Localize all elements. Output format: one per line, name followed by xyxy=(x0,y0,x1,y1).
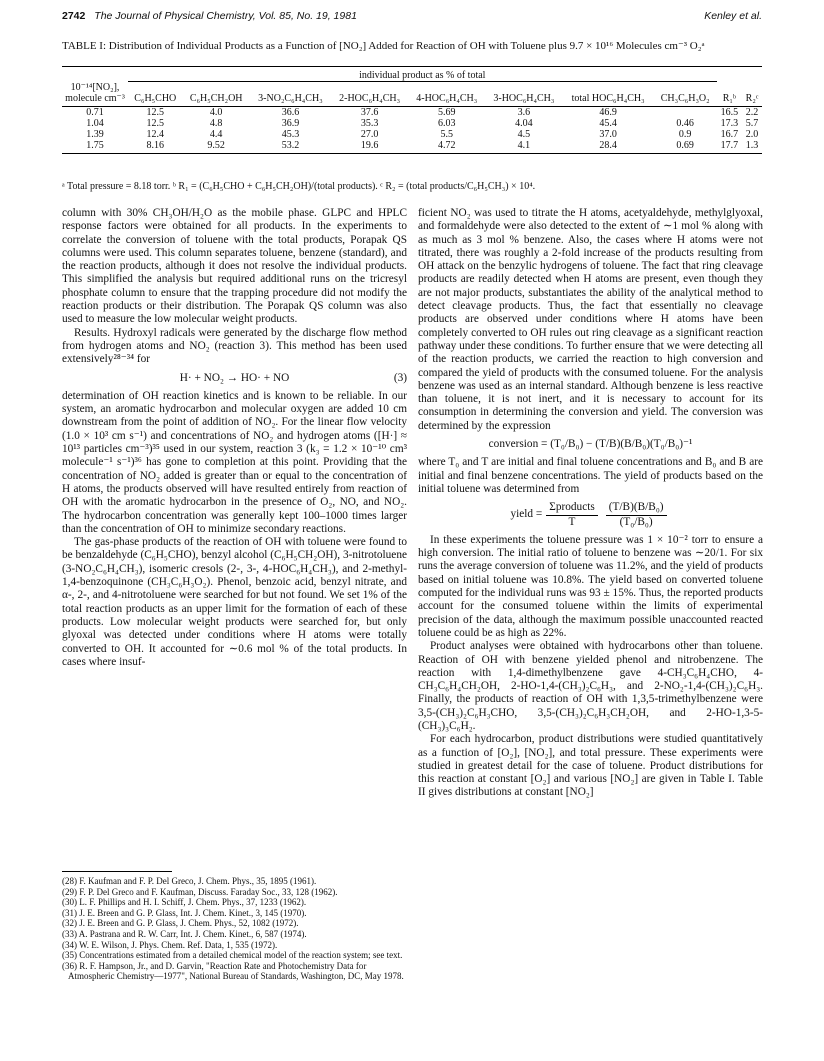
table-cell: 5.69 xyxy=(438,106,456,118)
table-cell: 19.6 xyxy=(360,139,379,151)
equation-text: H· + NO₂ → HO· + NO xyxy=(179,371,290,384)
table-cell: 2.2 xyxy=(745,106,759,118)
table-row xyxy=(62,118,762,129)
table-cell: 27.0 xyxy=(360,128,379,140)
table-cell: 0.69 xyxy=(676,139,694,151)
table-cell: 5.5 xyxy=(440,128,454,140)
fraction xyxy=(606,501,667,529)
table-cell: 12.5 xyxy=(146,106,165,118)
table-cell xyxy=(654,106,717,118)
conversion-equation: conversion = (T₀/B₀) − (T/B)(B/B₀)(T₀/B₀)⁻¹ xyxy=(488,438,693,451)
table-cell: 46.9 xyxy=(599,106,617,118)
table-cell: 5.7 xyxy=(745,117,759,129)
table-cell: 1.3 xyxy=(745,139,759,151)
page-number: 2742 xyxy=(62,10,86,22)
left-column xyxy=(62,207,407,669)
table-cell: 9.52 xyxy=(207,139,225,151)
table-cell: 6.03 xyxy=(438,117,456,129)
table-cell: 28.4 xyxy=(599,139,617,151)
yield-equation xyxy=(418,501,763,529)
table-footnote: ᵃ Total pressure = 8.18 torr. ᵇ R₁ = (C₆H₅CHO + C₆H₅CH₂OH)/(total products). ᶜ R₂ = (total products/C₆H₅CH₃) × 10⁴. xyxy=(62,181,536,192)
table-cell: 4.5 xyxy=(517,128,531,140)
table-cell: 8.16 xyxy=(146,139,165,151)
divider xyxy=(62,871,172,872)
table-row xyxy=(62,129,762,140)
equation-3 xyxy=(62,372,407,385)
table-cell: 37.6 xyxy=(360,106,379,118)
table-cell: 0.9 xyxy=(678,128,692,140)
reference: (33) A. Pastrana and R. W. Carr, Int. J. Chem. Kinet., 6, 587 (1974). xyxy=(62,928,307,939)
table-caption: TABLE I: Distribution of Individual Products as a Function of [NO₂] Added for Reaction of OH with Toluene plus 9.7 × 10¹⁶ Molecules cm⁻³ O₂ᵃ xyxy=(62,40,705,52)
column-header: 3-NO₂C₆H₄CH₃ xyxy=(258,92,323,104)
table-row xyxy=(62,140,762,151)
table-cell: 4.04 xyxy=(515,117,533,129)
column-header: 4-HOC₆H₄CH₃ xyxy=(416,92,478,104)
paragraph: column with 30% CH₃OH/H₂O as the mobile phase. GLPC and HPLC response factors were obtained for all products. In the experiments to correlate the conversion of toluene with the total products, Porapak QS columns were used. This column separates toluene, benzene (standard), and the reaction products, although it does not resolve the individual products. This simplified the analysis but required additional runs on the tricresyl phosphate column to ensure that the trapping procedure did not modify the reaction products or their distribution. The Porapak QS column was also used to measure the low molecular weight products. xyxy=(62,207,407,326)
reference: (30) L. F. Phillips and H. I. Schiff, J. Chem. Phys., 37, 1233 (1962). xyxy=(62,897,307,908)
running-header xyxy=(62,10,762,28)
reference: (32) J. E. Breen and G. P. Glass, J. Chem. Phys., 52, 1082 (1972). xyxy=(62,918,299,929)
table-cell: 35.3 xyxy=(360,117,379,129)
table-cell: 4.8 xyxy=(209,117,223,129)
table-cell: 4.1 xyxy=(517,139,531,151)
data-table xyxy=(62,66,762,154)
reference: (36) R. F. Hampson, Jr., and D. Garvin, "Reaction Rate and Photochemistry Data for Atmospheric Chemistry—1977", National Bureau of Standards, Washington, DC, May 1978. xyxy=(62,960,404,982)
table-row xyxy=(62,106,762,118)
column-header: C₆H₅CHO xyxy=(134,92,177,104)
table-cell: 4.72 xyxy=(438,139,456,151)
right-column xyxy=(418,207,763,800)
paragraph: determination of OH reaction kinetics and is known to be reliable. In our system, an aromatic hydrocarbon and molecular oxygen are added 10 cm downstream from the point of addition of NO₂. For the linear flow velocity (1.0 × 10³ cm s⁻¹) and concentrations of NO₂ and hydrogen atoms ([H·] ≈ 10¹³ particles cm⁻³)³⁵ used in our system, reaction 3 (k₃ = 1.2 × 10⁻¹⁰ cm³ molecule⁻¹ s⁻¹)³⁶ has gone to completion at this point. Providing that the concentration of NO₂ added is greater than or equal to the concentration of H atoms, the products observed will have resulted entirely from reaction of OH with the aromatic hydrocarbon in the presence of O₂, NO, and NO₂. The hydrocarbon concentration was generally kept 100–1000 times larger than the concentration of OH to minimize secondary reactions. xyxy=(62,389,407,535)
table-cell: 12.5 xyxy=(146,117,165,129)
header-row xyxy=(62,82,762,104)
references xyxy=(62,871,407,982)
numerator: Σproducts xyxy=(546,501,597,515)
table-cell: 0.46 xyxy=(676,117,694,129)
paragraph: Results. Hydroxyl radicals were generated by the discharge flow method from hydrogen atoms and NO₂ (reaction 3). This method has been used extensively²⁸⁻³⁴ for xyxy=(62,326,407,366)
table-cell: 3.6 xyxy=(517,106,531,118)
table-cell: 16.5 xyxy=(720,106,739,118)
table-cell: 2.0 xyxy=(745,128,759,140)
table-cell: 4.4 xyxy=(209,128,223,140)
paragraph: ficient NO₂ was used to titrate the H atoms, acetyaldehyde, methylglyoxal, and formaldehyde were also detected to the extent of ∼1 mol % along with as much as 3 mol % benzene. Also, the cases where H atoms were not titrated, there was roughly a 2-fold increase of the products resulting from OH attack on the benzylic hydrogens of toluene. The fact that ring cleavage products are readily detected when H atoms are present, even though they are not major products, substantiates the ability of the analytical method to detect cleavage products. Thus, the fact that essentially no cleavage products are observed under conditions where H atoms have been completely converted to OH rules out ring cleavage as a significant reaction pathway under these conditions. To further ensure that we were detecting all of the reaction products, we carried the reaction to high conversion and compared the yield of products with the consumed toluene. For the analysis benzene was used as an internal standard. Although benzene is less reactive than toluene, it is not inert, and it is necessary to account for its consumption in determining the conversion and yield. The conversion was determined by the expression xyxy=(418,207,763,432)
reference: (31) J. E. Breen and G. P. Glass, Int. J. Chem. Kinet., 3, 145 (1970). xyxy=(62,907,307,918)
reference: (28) F. Kaufman and F. P. Del Greco, J. Chem. Phys., 35, 1895 (1961). xyxy=(62,876,317,886)
paragraph: The gas-phase products of the reaction of OH with toluene were found to be benzaldehyde (C₆H₅CHO), benzyl alcohol (C₆H₅CH₂OH), 3-nitrotoluene (3-NO₂C₆H₄CH₃), isomeric cresols (2-, 3-, 4-HOC₆H₄CH₃), and 2-methyl-1,4-benzoquinone (CH₃C₆H₃O₂). Phenol, benzoic acid, benzyl nitrate, and α-, 2-, and 4-nitrotoluene were searched for but not found. We set 1% of the total reaction products as an upper limit for the formation of each of these products. Low molecular weight products were searched for, but only glyoxal was detected under conditions where H atoms were totally converted to OH. It accounted for ∼0.6 mol % of the total products. In cases where insuf- xyxy=(62,536,407,668)
table-cell: 1.75 xyxy=(86,139,104,151)
table-cell: 17.3 xyxy=(720,117,739,129)
denominator: (T₀/B₀) xyxy=(619,515,653,528)
reference: (29) F. P. Del Greco and F. Kaufman, Discuss. Faraday Soc., 33, 128 (1962). xyxy=(62,886,338,897)
denominator: T xyxy=(568,515,576,528)
column-header: 10⁻¹⁴[NO₂], molecule cm⁻³ xyxy=(65,81,125,104)
column-header: total HOC₆H₄CH₃ xyxy=(571,92,645,104)
table-cell: 53.2 xyxy=(281,139,300,151)
column-header: C₆H₅CH₂OH xyxy=(189,92,243,104)
paragraph: In these experiments the toluene pressure was 1 × 10⁻² torr to ensure a high conversion. The initial ratio of toluene to benzene was ∼20/1. For six runs the average conversion of toluene was 11.2%, and the yield of products based on initial toluene was 10.8%. The yield based on converted toluene computed for the individual runs was 93 ± 15%. Thus, the reported products account for the consumed toluene within the limits of experimental precision of the data, although the maximum possible unaccounted reacted toluene could be as high as 22%. xyxy=(418,533,763,639)
authors: Kenley et al. xyxy=(704,10,762,22)
equation-number: (3) xyxy=(393,371,407,384)
table-cell: 45.4 xyxy=(599,117,617,129)
column-header: R₁ᵇ xyxy=(722,92,736,104)
table-cell: 4.0 xyxy=(209,106,223,118)
table-cell: 45.3 xyxy=(281,128,300,140)
numerator: (T/B)(B/B₀) xyxy=(606,501,667,515)
table-cell: 1.04 xyxy=(86,117,104,129)
table-cell: 12.4 xyxy=(146,128,165,140)
reference: (35) Concentrations estimated from a detailed chemical model of the reaction system; see text. xyxy=(62,950,403,961)
table-cell: 36.9 xyxy=(281,117,300,129)
table-cell: 0.71 xyxy=(86,106,104,118)
table-cell: 1.39 xyxy=(86,128,104,140)
equation-text: yield = xyxy=(510,508,543,521)
group-header: individual product as % of total xyxy=(128,70,717,82)
paragraph: Product analyses were obtained with hydrocarbons other than toluene. Reaction of OH with benzene yielded phenol and nitrobenzene. The reaction with 1,4-dimethylbenzene gave 4-CH₃C₆H₄CHO, 4-CH₃C₆H₄CH₂OH, 2-HO-1,4-(CH₃)₂C₆H₃, and 2-NO₂-1,4-(CH₃)₂C₆H₃. Finally, the products of reaction of OH with 1,3,5-trimethylbenzene were 3,5-(CH₃)₂C₆H₃CHO, 3,5-(CH₃)₂C₆H₃CH₂OH, and 2-HO-1,3-5-(CH₃)₃C₆H₂. xyxy=(418,640,763,732)
paragraph: For each hydrocarbon, product distributions were studied quantitatively as a function of [O₂], [NO₂], and total pressure. These experiments were studied in greatest detail for the case of toluene. Product distributions for this reaction at constant [O₂] and various [NO₂] are given in Table I. Table II gives distributions at constant [NO₂] xyxy=(418,733,763,799)
paragraph: where T₀ and T are initial and final toluene concentrations and B₀ and B are initial and final benzene concentrations. The yield of products based on the initial toluene was determined from xyxy=(418,456,763,495)
column-header: 2-HOC₆H₄CH₃ xyxy=(339,92,401,104)
table-cell: 16.7 xyxy=(720,128,739,140)
column-header: 3-HOC₆H₄CH₃ xyxy=(493,92,555,104)
table-cell: 17.7 xyxy=(720,139,739,151)
table-cell: 37.0 xyxy=(599,128,617,140)
reference: (34) W. E. Wilson, J. Phys. Chem. Ref. Data, 1, 535 (1972). xyxy=(62,939,278,950)
table-cell: 36.6 xyxy=(281,106,300,118)
journal-title: The Journal of Physical Chemistry, Vol. 85, No. 19, 1981 xyxy=(94,10,357,22)
fraction xyxy=(546,501,597,529)
column-header: R₂ᶜ xyxy=(745,92,759,104)
column-header: CH₃C₆H₃O₂ xyxy=(660,92,710,104)
